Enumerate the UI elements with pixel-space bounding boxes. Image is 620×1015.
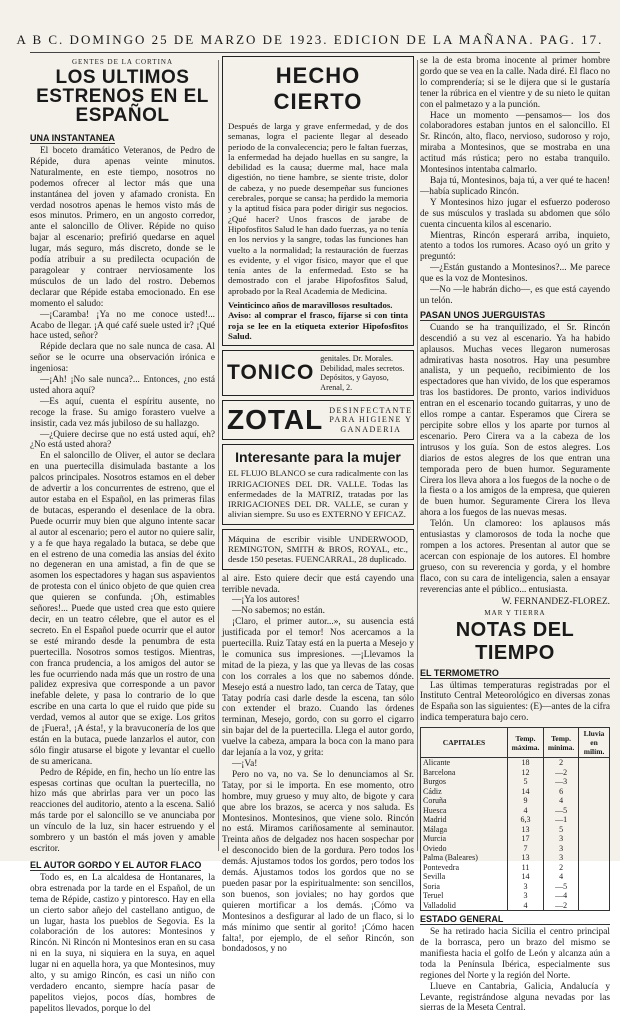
table-row — [421, 891, 610, 901]
paragraph: —¿Quiere decirse que no está usted aquí, eh? ¿No está usted ahora? — [30, 429, 215, 451]
table-row — [421, 796, 610, 806]
paragraph: Telón. Un clamoreo: los aplausos más entusiastas y clamorosos de toda la noche que rompen a los actores. Presentan al autor que se acercan con espionaje de los autores. El hombre grueso, con su reverencia y gorda, y el hombre flaco, con su cara de inteligencia, salen a ensayar reverencias ante el público... entusiasta. — [420, 519, 610, 595]
section-heading: ESTADO GENERAL — [420, 914, 610, 925]
table-cell: 12 — [507, 768, 543, 778]
subhead: UNA INSTANTANEA — [30, 133, 115, 143]
paragraph: ¡Claro, el primer autor...», su ausencia está justificada por el temor! Nos acercamos a la puertecilla. Ruiz Tatay está en la puerta a Mesejo y le comunica sus impresiones. —¡Llevamos la mitad de la pieza, y las que ya llevas de las cosas con los corrales a los que no sabemos dónde. Mesejo está a nuestro lado, tan cerca de Tatay, que Tatay podría casi darle desde la escena, tan sólo con extender el brazo. Cuando las órdenes terminan, Mesejo, gordo, con su gorro el cigarro sin bajar del de la puertecilla. Llega el autor gordo, vuelve la cabeza, ampara la boca con la mano para dar lejanía a la voz, y grita: — [222, 617, 414, 759]
table-cell: —5 — [544, 806, 579, 816]
paragraph: Cuando se ha tranquilizado, el Sr. Rincón descendió a su vez al escenario. Ya ha habido aplausos. Muchas veces llegaron numerosas admirativas hasta nosotros. Hay una pesumbre analista, y un pequeño, recibimiento de los espectadores que han vivido, de los que esperamos tras los bastidores. De pronto, varios individuos entran en el escenario tocando guitarras, y uno de ellos rompe a cantar. Esperamos que Cirera se percipite sobre ellos y los aparte por turnos al escenario. Pero Cirera va a la cabeza de los intrusos y los guía. Son de estos alegres. Los diarios de estos alegres de los que entran una temporada pero de buen humor. Seguramente Cirera los lleva ahora a los fuegos de la noche o de la fiesta o a los amigos de la empresa, que quieren de buen humor. Seguramente Cirera los lleva ahora a los fuegos de las nuevas mesas. — [420, 322, 610, 519]
header-rule — [30, 52, 600, 53]
paragraph: —¡Ya los autores! — [232, 595, 300, 606]
paragraph: Hace un momento —pensamos— los dos colaboradores estaban juntos en el saloncillo. El Sr. Rincón, alto, flaco, nervioso, sudoroso y rojo, miraba a Montesinos, que se mostraba en una actitud más rústica; pero no estaba tranquilo. Montesinos intentaba calmarlo. — [420, 110, 610, 176]
subhead-2: EL AUTOR GORDO Y EL AUTOR FLACO — [30, 859, 202, 870]
paragraph: Y Montesinos hizo jugar el esfuerzo poderoso de sus músculos y traslada su abdomen que sólo cuenta cincuenta kilos al escenario. — [420, 197, 610, 230]
table-cell: 18 — [507, 758, 543, 768]
ad-zotal — [222, 400, 414, 440]
table-cell: Palma (Baleares) — [421, 853, 508, 863]
ad-typewriters — [222, 529, 414, 570]
table-cell: 4 — [507, 806, 543, 816]
table-row — [421, 901, 610, 911]
table-cell: —4 — [544, 891, 579, 901]
column-divider-2 — [417, 60, 418, 851]
table-header-row — [421, 728, 610, 758]
table-cell: 4 — [507, 901, 543, 911]
table-cell: —1 — [544, 815, 579, 825]
table-cell: —2 — [544, 768, 579, 778]
table-cell: Burgos — [421, 777, 508, 787]
table-cell: 17 — [507, 834, 543, 844]
table-cell: Huesca — [421, 806, 508, 816]
table-cell: Valladolid — [421, 901, 508, 911]
table-row — [421, 777, 610, 787]
column-divider-1 — [218, 60, 219, 851]
table-body — [421, 758, 610, 911]
table-cell — [579, 882, 610, 892]
ad-brand: TONICO — [227, 361, 315, 385]
table-cell: Teruel — [421, 891, 508, 901]
table-cell: 7 — [507, 844, 543, 854]
headline: LOS ULTIMOS ESTRENOS EN EL ESPAÑOL — [36, 67, 209, 126]
table-cell: 11 — [507, 863, 543, 873]
table-cell: Murcia — [421, 834, 508, 844]
ad-title: HECHO CIERTO — [273, 63, 363, 114]
weather-title: NOTAS DEL TIEMPO — [455, 618, 575, 664]
paragraph: Pero no va, no va. Se lo denunciamos al Sr. Tatay, por si le importa. En ese momento, otro hombre, muy grueso y muy alto, de bigote y cara que abre los brazos, se acerca y nos saluda. Es Montesinos. Montesinos, que viene solo. Rincón no está. Miramos cariñosamente al seminautor. Treinta años de delgadez nos hacen sospechar por el desconocido bien de la gordura. Pero todos los demás. Ajustamos todos los gordos, pero todos los demás. Ajustamos todos los gordos que no se pueden pasar por la espiritualmente: son sencillos, son buenos, son joviales; no hay gordos que quieren mortificar a los demás. ¡Cómo va Montesinos a desfigurar al lado de un flaco, si lo más mínimo que sentir al gorito! ¡Cómo hacen falta!, por ejemplo, de el señor Rincón, son bondadosos, y no — [222, 769, 414, 955]
table-cell — [579, 768, 610, 778]
paragraph: se la de esta broma inocente al primer hombre gordo que se vea en la calle. Nada diré. El flaco no lo comprendería; si se le dijera que si le gustaría tener la rúbrica en el vientre y de su nieto le quitan con el palmetazo y a la punción. — [420, 56, 610, 110]
section-heading: EL TERMOMETRO — [420, 668, 610, 679]
paragraph: En el saloncillo de Oliver, el autor se declara en una puertecilla disimulada bastante a los palcos principales. Nosotros estamos en el deber de advertir a los concurrentes de estreno, que el autor estaba en el Español, en las primeras filas de butacas, esperando el desenlace de la obra. Puede ocurrir muy bien que alguno intente sacar al autor al escenario; pero el autor no quiere salir, y a fe que haya regalado la butaca, se debe que en el estreno de una comedia las ansias del éxito no degeneran en una amistad, a fin de que se asomen los espectadores y hagan sus aspavientos de protesta con el único objeto de que quien crea que quieren se confunda. ¡Oh, estimables señores!... Puede que usted crea que esto quiere decir, en un teatro célebre, que el autor es el secreto. En el Español puede ocurrir que el autor se esté mirando desde la penumbra de esta puertecilla. Nosotros somos testigos. Mientras, con franca prudencia, a los amigos del autor se les fue ocurriendo nada más que un rostro de una palidez expresiva que corresponde a un pavor inefable delete, y pasa lo contrario de lo que escribe en una carta lo que el ruido que pide su verdad, vemos al autor que se exige. Los gritos de ¡Fuera!, ¡A ésta!, y la bravuconería de los que están en la butaca, puede lanzarlos el autor, con sólo fingir atusarse el bigote y levantar el cuello de su americana. — [30, 451, 215, 767]
table-row — [421, 882, 610, 892]
ad-brand: ZOTAL — [227, 404, 324, 436]
table-cell: Pontevedra — [421, 863, 508, 873]
table-cell — [579, 825, 610, 835]
table-cell: 5 — [507, 777, 543, 787]
paragraph: Llueve en Cantabria, Galicia, Andalucía y Levante, registrándose alguna nevadas por las sierras de la Meseta Central. — [420, 981, 610, 1014]
table-cell — [579, 777, 610, 787]
table-cell: 6,3 — [507, 815, 543, 825]
section-heading: PASAN UNOS JUERGUISTAS — [420, 310, 610, 321]
table-cell: Málaga — [421, 825, 508, 835]
paragraph: al aire. Esto quiere decir que está cayendo una terrible nevada. — [222, 573, 414, 595]
paragraph: Mientras, Rincón esperará arriba, inquieto, atento a todos los rumores. Acaso oyó un grito y preguntó: — [420, 230, 610, 263]
ad-text: DESINFECTANTE PARA HIGIENE Y GANADERIA — [329, 405, 413, 434]
table-cell: 4 — [544, 796, 579, 806]
table-cell — [579, 758, 610, 768]
ad-hipofosfitos — [222, 56, 414, 346]
table-header: Lluvia en milím. — [579, 728, 610, 758]
ad-body: Después de larga y grave enfermedad, y de dos semanas, logra el paciente llegar al deseado periodo de la convalecencia; pero le faltan fuerzas, la enfermedad ha dejado huellas en su sangre, la debilidad es la causa; duerme mal, hace mala digestión, no tiene hambre, se siente triste, dolor de cabeza, y no puede desempeñar sus funciones cerebrales, porque se cansa; ha perdido la memoria y la aptitud física para poder dirigir sus negocios. ¿Qué hacer? Unos frascos de jarabe de Hipofosfitos Salud le han dado fuerzas, ya no tenía en los nervios y la sangre, todas las funciones han vuelto a la normalidad; la restauración de fuerzas es evidente, y el vigor físico, mayor que el que tenía antes de la enfermedad. Esto se ha demostrado con el jarabe Hipofosfitos Salud, aprobado por la Real Academia de Medicina. — [228, 121, 408, 296]
signature: W. FERNANDEZ-FLOREZ. — [501, 596, 610, 607]
table-cell — [579, 901, 610, 911]
table-cell — [579, 853, 610, 863]
table-row — [421, 787, 610, 797]
table-cell: Madrid — [421, 815, 508, 825]
table-row — [421, 863, 610, 873]
table-row — [421, 758, 610, 768]
weather-table — [420, 727, 610, 911]
table-cell — [579, 796, 610, 806]
column-middle — [222, 56, 414, 955]
table-cell: 6 — [544, 787, 579, 797]
paragraph: Las últimas temperaturas registradas por el Instituto Central Meteorológico en diversas zonas de España son las siguientes: (E)—antes de la cifra indica temperatura bajo cero. — [420, 680, 611, 724]
table-cell: —5 — [544, 882, 579, 892]
table-cell: Cádiz — [421, 787, 508, 797]
table-cell: 3 — [507, 891, 543, 901]
table-cell: Sevilla — [421, 872, 508, 882]
ad-body: EL FLUJO BLANCO se cura radicalmente con las IRRIGACIONES DEL DR. VALLE. Todas las enfermedades de la MATRIZ, tratadas por las IRRIGACIONES DEL DR. VALLE, se curan y alivian siempre. Su uso es EXTERNO Y EFICAZ. — [228, 468, 408, 520]
table-cell — [579, 787, 610, 797]
table-row — [421, 844, 610, 854]
paragraph: —¡Caramba! ¡Ya no me conoce usted!... Acabo de llegar. ¡A qué café suele usted ir? ¡Qué hace usted, señor? — [30, 309, 215, 342]
table-cell: 2 — [544, 758, 579, 768]
table-cell: 3 — [544, 834, 579, 844]
ad-body: Máquina de escribir visible UNDERWOOD, REMINGTON, SMITH & BROS, ROYAL, etc., desde 150 pesetas. FUENCARRAL, 28 duplicado. — [228, 533, 408, 565]
table-row — [421, 825, 610, 835]
table-cell — [579, 815, 610, 825]
table-row — [421, 872, 610, 882]
table-cell — [579, 844, 610, 854]
table-header: Temp. mínima. — [544, 728, 579, 758]
table-header: CAPITALES — [421, 728, 508, 758]
table-cell: 3 — [507, 882, 543, 892]
table-row — [421, 815, 610, 825]
paragraph: Todo es, en La alcaldesa de Hontanares, la obra estrenada por la tarde en el Español, de un tema de Répide, castizo y pintoresco. Hay en ella un cierto sabor añejo del castellano antiguo, de un lugar, hasta los pueblos de Segovia. Es la colaboración de los autores: Montesinos y Rincón. Ni Rincón ni Montesinos eran en su casa ni en la suya, ni siquiera en la suya, en aquel lugar ni en aquella hora, ya que Montesinos, muy alto, y su amigo Rincón, es casi un niño con verdadero encanto, siempre hacía pasar de papelitos viejos, pocos días, hombres de papelitos llevados, porque lo del — [30, 872, 215, 1014]
table-cell: —3 — [544, 777, 579, 787]
ad-footer-1: Veinticinco años de maravillosos resultados. — [228, 300, 393, 311]
table-cell: 3 — [544, 853, 579, 863]
table-row — [421, 834, 610, 844]
table-cell — [579, 891, 610, 901]
table-cell: 4 — [544, 872, 579, 882]
table-cell: Soria — [421, 882, 508, 892]
table-cell: Coruña — [421, 796, 508, 806]
table-cell — [579, 863, 610, 873]
ad-tonico — [222, 350, 414, 396]
table-cell: Alicante — [421, 758, 508, 768]
table-cell: 13 — [507, 825, 543, 835]
paragraph: —Es aquí, cuenta el espíritu ausente, no recoge la frase. Su amigo forastero vuelve a insistir, cada vez más jubiloso de su hallazgo. — [30, 396, 215, 429]
column-right — [420, 56, 611, 1014]
table-cell: 14 — [507, 787, 543, 797]
table-row — [421, 806, 610, 816]
table-row — [421, 853, 610, 863]
paragraph: —No sabemos; no están. — [232, 606, 325, 617]
table-cell: 9 — [507, 796, 543, 806]
table-cell: Barcelona — [421, 768, 508, 778]
ad-title: Interesante para la mujer — [235, 449, 401, 466]
paragraph: Se ha retirado hacia Sicilia el centro principal de la borrasca, pero un brazo del mismo se manifiesta hacia el golfo de León y alcanza aún a toda la Península Ibérica, especialmente sus regiones del Norte y la región del Norte. — [420, 927, 610, 981]
table-cell: 5 — [544, 825, 579, 835]
paragraph: Pedro de Répide, en fin, hecho un lío entre las espesas cortinas que ocultan la puertecilla, no hizo más que abrirlas para ver un poco las reacciones del auditorio, atento a la escena. Salió más tarde por el saloncillo se ve anunciaba por un vínculo de la luz, sin hacer estruendo y el sombrero y un bastón el más joven y amable escritor. — [30, 767, 215, 854]
section-label: MAR Y TIERRA — [484, 608, 546, 617]
ad-footer-2: Aviso: al comprar el frasco, fíjarse si con tinta roja se lee en la etiqueta exterior Hipofosfitos Salud. — [228, 310, 408, 341]
paragraph: —¡Ah! ¡No sale nunca?... Entonces, ¿no está usted ahora aquí? — [30, 375, 215, 396]
section-label: GENTES DE LA CORTINA — [71, 58, 174, 66]
table-cell: 14 — [507, 872, 543, 882]
paragraph: —¿Están gustando a Montesinos?... Me parece que es la voz de Montesinos. — [420, 263, 610, 285]
table-cell: 13 — [507, 853, 543, 863]
column-left — [30, 56, 215, 1014]
paragraph: El boceto dramático Veteranos, de Pedro de Répide, dura apenas veinte minutos. Naturalmente, en este tiempo, nosotros no podemos ofrecer al lector más que una instantánea del joven y afamado cronista. En verdad nosotros apenas le hemos visto más de esos minutos. Primero, en un angosto corredor, ante el saloncillo de Oliver. Répide no quiso bajar al escenario; prefirió quedarse en aquel lugar, más seguro, más discreto, donde se le podía atribuir a su predilecta ocupación de paragolear y contraer nerviosamente los músculos de un lado del rostro. Debemos declarar que Répide estaba emocionado. En ese momento el saludo: — [30, 146, 215, 309]
ad-irrigaciones — [222, 444, 414, 524]
paragraph: Répide declara que no sale nunca de casa. Al señor se le ocurre una observación irónica e ingeniosa: — [30, 342, 215, 375]
paragraph: —¡Va! — [232, 759, 258, 770]
table-cell — [579, 806, 610, 816]
table-cell: —2 — [544, 901, 579, 911]
table-row — [421, 768, 610, 778]
paragraph: Baja tú, Montesinos, baja tú, a ver qué te hacen!—había suplicado Rincón. — [420, 175, 610, 197]
ad-text: genitales. Dr. Morales. Debilidad, males secretos. Depósitos, y Gayoso, Arenal, 2. — [320, 354, 405, 392]
table-cell: Oviedo — [421, 844, 508, 854]
table-cell — [579, 834, 610, 844]
table-cell: 3 — [544, 844, 579, 854]
page-header: A B C. DOMINGO 25 DE MARZO DE 1923. EDICION DE LA MAÑANA. PAG. 17. — [16, 32, 604, 47]
table-cell: 2 — [544, 863, 579, 873]
table-header: Temp. máxima. — [507, 728, 543, 758]
table-cell — [579, 872, 610, 882]
paragraph: —No —le habrán dicho—, es que está cayendo un telón. — [420, 285, 610, 306]
